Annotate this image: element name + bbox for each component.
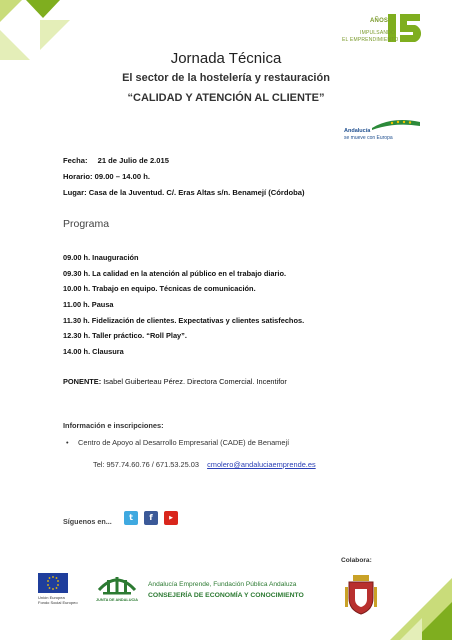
fecha-value: 21 de Julio de 2.015 bbox=[97, 156, 169, 165]
programa-item: 10.00 h. Trabajo en equipo. Técnicas de comunicación. bbox=[63, 284, 256, 293]
email-link[interactable]: cmolero@andaluciaemprende.es bbox=[207, 460, 316, 469]
eu-logo bbox=[38, 573, 78, 607]
contact-line bbox=[93, 460, 316, 469]
eu-flag-icon bbox=[38, 573, 68, 593]
programa-item: 14.00 h. Clausura bbox=[63, 347, 124, 356]
ponente-value: Isabel Guiberteau Pérez. Directora Comercial. Incentifor bbox=[101, 377, 287, 386]
page-title: Jornada Técnica bbox=[170, 50, 282, 67]
ponente-label: PONENTE: bbox=[63, 377, 102, 386]
subtitle-line2: “CALIDAD Y ATENCIÓN AL CLIENTE” bbox=[127, 92, 325, 104]
programa-item: 11.30 h. Fidelización de clientes. Expectativas y clientes satisfechos. bbox=[63, 316, 305, 325]
youtube-icon[interactable]: ▶ bbox=[164, 511, 178, 525]
eu-caption-line2: Fondo Social Europeo bbox=[38, 600, 78, 605]
junta-caption: JUNTA DE ANDALUCIA bbox=[95, 598, 139, 602]
ponente-line bbox=[63, 377, 287, 386]
colabora-label: Colabora: bbox=[341, 557, 372, 564]
eu-caption bbox=[38, 595, 78, 605]
facebook-icon[interactable]: f bbox=[144, 511, 158, 525]
programa-item: 12.30 h. Taller práctico. “Roll Play”. bbox=[63, 331, 187, 340]
consejeria-text: CONSEJERÍA DE ECONOMÍA Y CONOCIMIENTO bbox=[148, 592, 304, 599]
europa-text: se mueve con Europa bbox=[344, 135, 393, 141]
twitter-icon[interactable]: t bbox=[124, 511, 138, 525]
logo-line1: IMPULSANDO bbox=[360, 30, 396, 36]
phone-text: Tel: 957.74.60.76 / 671.53.25.03 bbox=[93, 460, 200, 469]
programa-item: 09.30 h. La calidad en la atención al público en el trabajo diario. bbox=[63, 269, 287, 278]
logo-line2: EL EMPRENDIMIENTO bbox=[342, 37, 399, 43]
fifteen-years-logo bbox=[338, 10, 430, 50]
andalucia-text: Andalucía bbox=[344, 128, 371, 134]
horario-line: Horario: 09.00 – 14.00 h. bbox=[63, 172, 150, 181]
eu-caption-line1: Unión Europea bbox=[38, 595, 65, 600]
programa-item: 11.00 h. Pausa bbox=[63, 300, 114, 309]
lugar-line: Lugar: Casa de la Juventud. C/. Eras Altas s/n. Benamejí (Córdoba) bbox=[63, 188, 305, 197]
andalucia-europa-logo bbox=[342, 118, 424, 144]
top-left-decoration bbox=[0, 0, 80, 80]
subtitle-line1: El sector de la hostelería y restauración bbox=[122, 72, 330, 84]
benameji-crest-icon bbox=[343, 573, 379, 617]
info-title: Información e inscripciones: bbox=[63, 421, 164, 430]
centro-bullet: • Centro de Apoyo al Desarrollo Empresarial (CADE) de Benamejí bbox=[78, 438, 289, 447]
junta-andalucia-logo bbox=[95, 568, 139, 608]
fecha-label: Fecha: bbox=[63, 156, 88, 165]
fecha-line bbox=[63, 156, 169, 165]
follow-label: Síguenos en... bbox=[63, 517, 112, 526]
programa-item: 09.00 h. Inauguración bbox=[63, 253, 139, 262]
programa-title: Programa bbox=[63, 218, 110, 230]
logo-anos: AÑOS bbox=[370, 18, 389, 24]
andalucia-emprende-text: Andalucía Emprende, Fundación Pública Andaluza bbox=[148, 581, 297, 588]
